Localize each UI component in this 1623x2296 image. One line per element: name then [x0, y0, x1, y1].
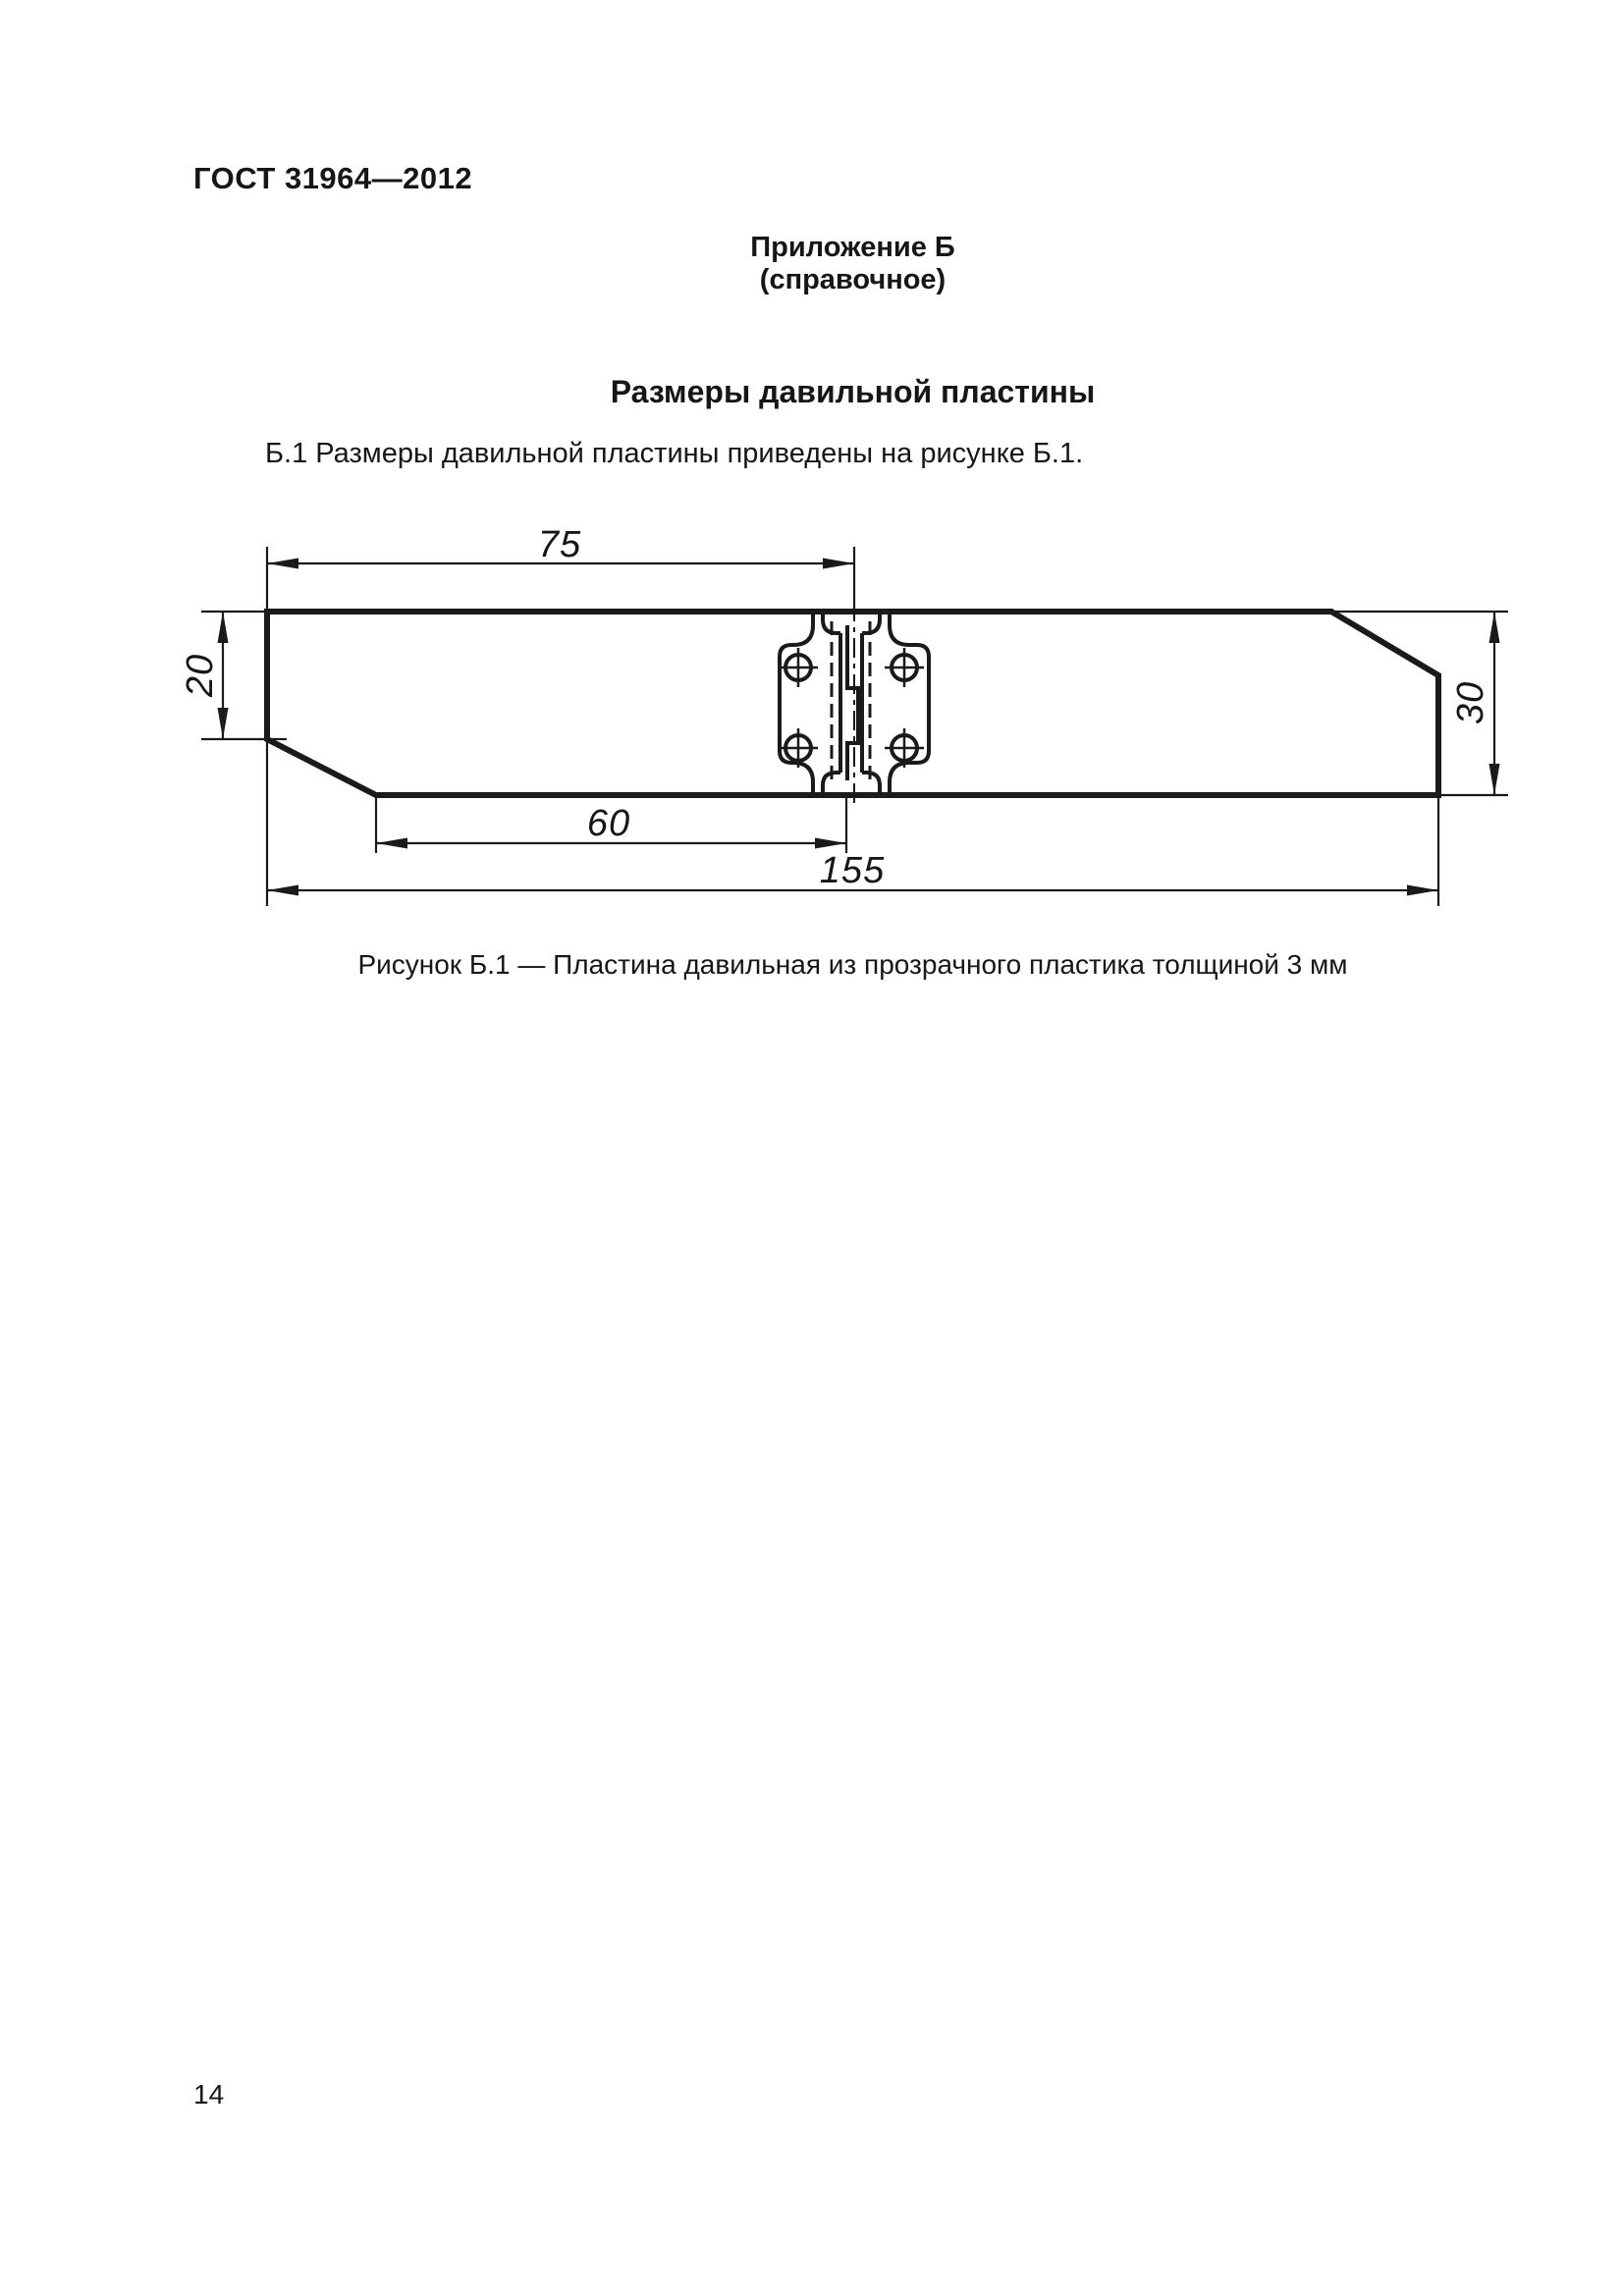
arrow-left-icon [376, 838, 407, 849]
page-number: 14 [193, 2079, 225, 2109]
dim-label-155: 155 [819, 850, 886, 891]
arrow-right-icon [815, 838, 846, 849]
figure-caption: Рисунок Б.1 — Пластина давильная из прозрачного пластика толщиной 3 мм [357, 949, 1348, 980]
hinge [780, 602, 929, 804]
arrow-up-icon [1489, 612, 1500, 643]
plate-outline [267, 612, 1438, 795]
section-title: Размеры давильной пластины [610, 374, 1096, 409]
screw-hole [779, 648, 818, 687]
arrow-left-icon [267, 885, 298, 896]
document-header: ГОСТ 31964—2012 [193, 161, 473, 195]
body-paragraph: Б.1 Размеры давильной пластины приведены на рисунке Б.1. [265, 438, 1084, 469]
arrow-down-icon [1489, 764, 1500, 795]
arrow-right-icon [1407, 885, 1438, 896]
screw-holes [779, 648, 924, 768]
arrow-up-icon [218, 612, 229, 643]
hinge-left-leaf [780, 612, 813, 793]
appendix-heading [193, 232, 1512, 296]
arrow-down-icon [218, 708, 229, 739]
arrow-right-icon [823, 559, 854, 569]
dim-label-20: 20 [180, 653, 221, 698]
arrow-left-icon [267, 559, 298, 569]
figure-b1-drawing [177, 515, 1532, 918]
appendix-title: Приложение Б [750, 232, 955, 263]
hinge-right-leaf [890, 612, 929, 793]
dim-label-30: 30 [1450, 680, 1491, 725]
appendix-subtitle: (справочное) [759, 264, 947, 295]
technical-drawing-svg [177, 515, 1532, 918]
dim-label-75: 75 [537, 524, 582, 565]
dim-label-60: 60 [586, 803, 631, 844]
screw-hole [885, 648, 924, 687]
hinge-pin-step-line [847, 625, 858, 780]
